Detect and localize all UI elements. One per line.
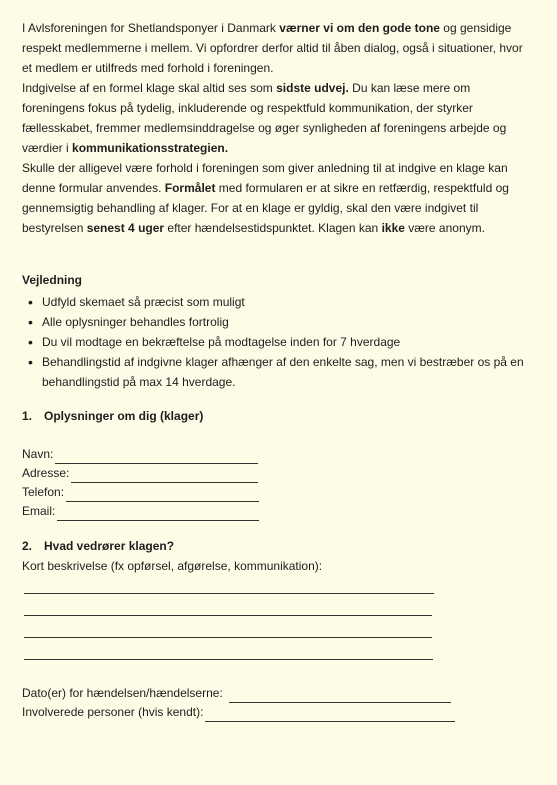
guide-title: Vejledning (22, 273, 83, 287)
phone-input-line[interactable] (66, 489, 259, 502)
strategy-link[interactable]: kommunikationsstrategien. (72, 141, 229, 155)
guide-list (22, 292, 535, 392)
guide-item: • Udfyld skemaet så præcist som muligt (22, 292, 535, 312)
date-field: Dato(er) for hændelsen/hændelserne: (22, 684, 535, 703)
intro-paragraph-3: Skulle der alligevel være forhold i foreningen som giver anledning til at indgive en klage kan denne formular anvendes. Formålet med formularen er at sikre en retfærdig, respektfuld og gennemsigtig behandling af klager. For at en klage er gyldig, skal den være indgivet til bestyrelsen senest 4 uger efter hændelsestidspunktet. Klagen kan ikke være anonym. (22, 161, 509, 235)
guide-item: • Du vil modtage en bekræftelse på modtagelse inden for 7 hverdage (22, 332, 535, 352)
date-input-line[interactable] (229, 690, 451, 703)
intro-paragraph-2: Indgivelse af en formel klage skal altid ses som sidste udvej. Du kan læse mere om foreningens fokus på tydelig, inkluderende og respektfuld kommunikation, der styrker fællesskabet, fremmer medlemsinddragelse og øger synligheden af foreningens arbejde og værdier i kommunikationsstrategien. (22, 81, 507, 155)
name-input-line[interactable] (55, 451, 258, 464)
address-field: Adresse: (22, 464, 535, 483)
guide-item: • Behandlingstid af indgivne klager afhænger af den enkelte sag, men vi bestræber os på en behandlingstid på max 14 hverdage. (22, 352, 535, 392)
phone-field: Telefon: (22, 483, 535, 502)
name-field: Navn: (22, 445, 535, 464)
section-1-title: 1. Oplysninger om dig (klager) (22, 409, 204, 423)
persons-field: Involverede personer (hvis kendt): (22, 703, 535, 722)
address-input-line[interactable] (71, 470, 258, 483)
section-2-subtitle: Kort beskrivelse (fx opførsel, afgørelse, kommunikation): (22, 559, 323, 573)
persons-input-line[interactable] (205, 709, 455, 722)
section-2-title: 2. Hvad vedrører klagen? (22, 539, 175, 553)
email-input-line[interactable] (57, 508, 259, 521)
email-field: Email: (22, 502, 535, 521)
guide-item: • Alle oplysninger behandles fortrolig (22, 312, 535, 332)
intro-paragraph-1: I Avlsforeningen for Shetlandsponyer i Danmark værner vi om den gode tone og gensidige respekt medlemmerne i mellem. Vi opfordrer derfor altid til åben dialog, også i situationer, hvor et medlem er utilfreds med forhold i foreningen. (22, 21, 523, 75)
